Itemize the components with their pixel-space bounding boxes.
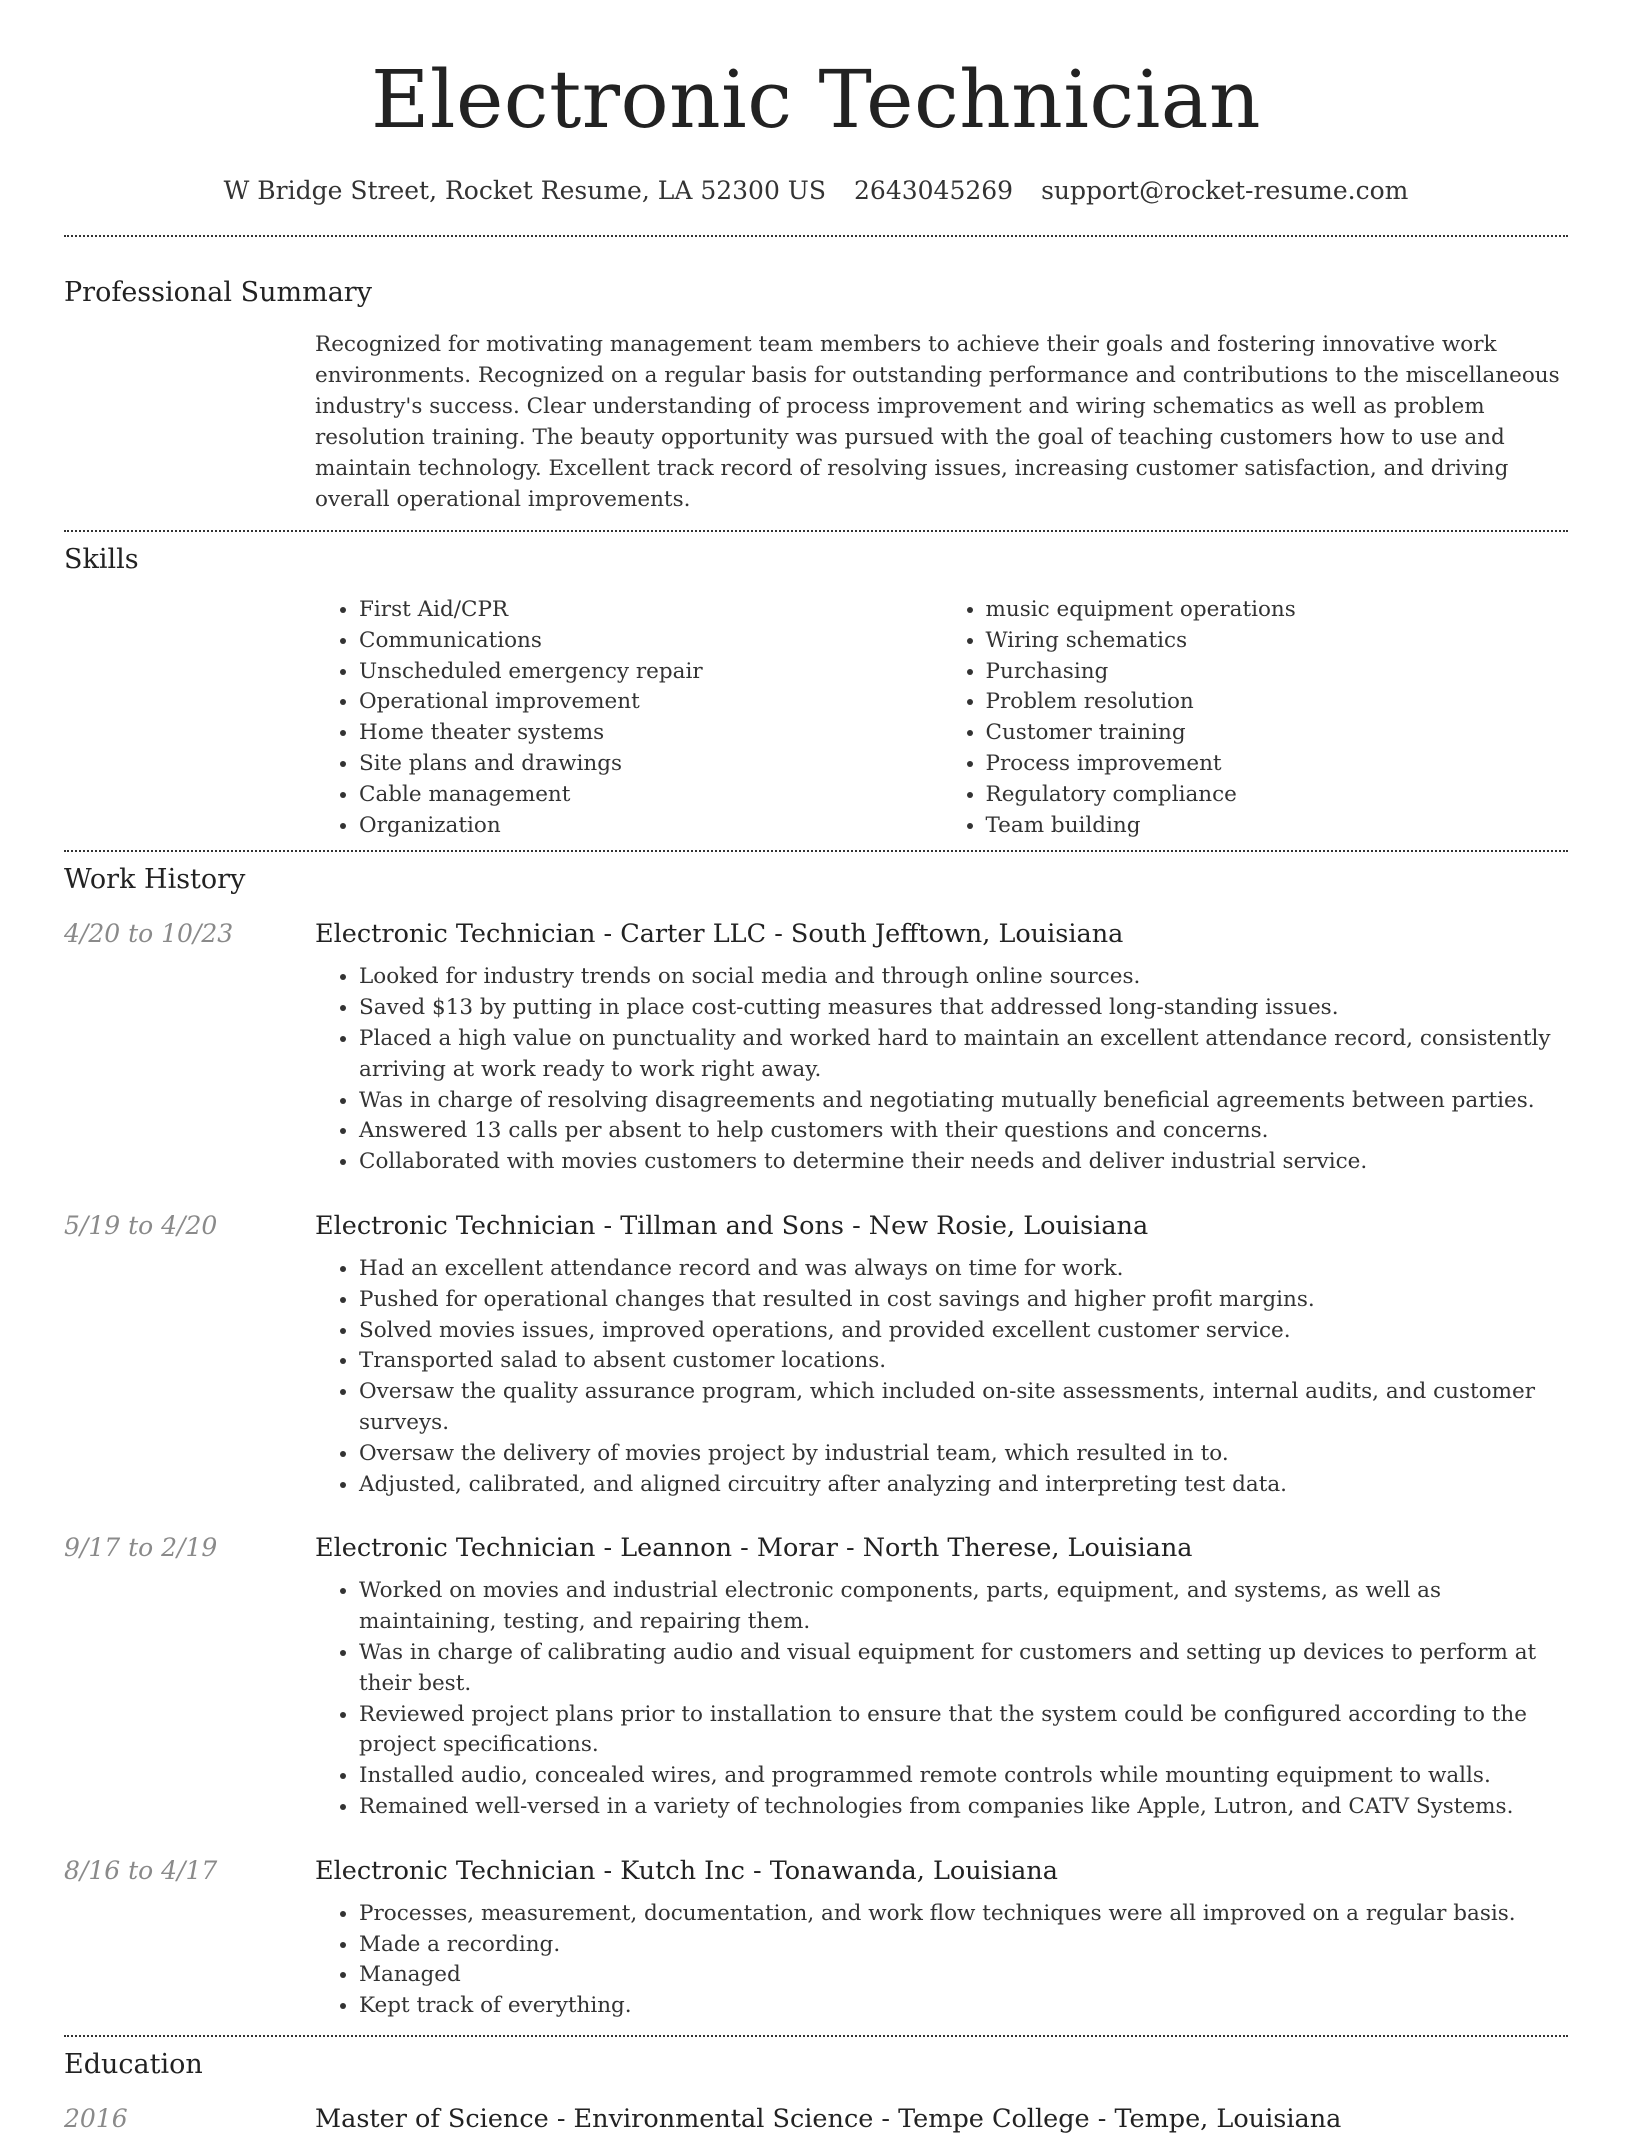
job-bullet: • Adjusted, calibrated, and aligned circuitry after analyzing and interpreting test data.	[359, 1470, 1568, 1501]
job-bullet: • Managed	[359, 1960, 1568, 1991]
job-dates: 4/20 to 10/23	[64, 919, 234, 949]
contact-address: W Bridge Street, Rocket Resume, LA 52300 US	[223, 176, 827, 205]
contact-phone: 2643045269	[854, 176, 1014, 205]
section-divider	[64, 235, 1568, 237]
job-heading: Electronic Technician - Leannon - Morar - North Therese, Louisiana	[315, 1533, 1193, 1564]
skill-item: • Process improvement	[986, 749, 1569, 780]
skill-item: • Customer training	[986, 718, 1569, 749]
job-bullet: • Worked on movies and industrial electronic components, parts, equipment, and systems, as well as maintaining, testing, and repairing them.	[359, 1576, 1568, 1638]
skill-item: • Wiring schematics	[986, 626, 1569, 657]
job-bullet: • Collaborated with movies customers to determine their needs and deliver industrial service.	[359, 1147, 1568, 1178]
skill-item: • Team building	[986, 811, 1569, 842]
summary-section-title: Professional Summary	[64, 277, 372, 308]
job-bullet: • Processes, measurement, documentation, and work flow techniques were all improved on a regular basis.	[359, 1899, 1568, 1930]
education-heading: Master of Science - Environmental Science - Tempe College - Tempe, Louisiana	[315, 2103, 1342, 2134]
job-heading: Electronic Technician - Carter LLC - South Jefftown, Louisiana	[315, 919, 1124, 950]
education-section-title: Education	[64, 2048, 203, 2080]
job-entry	[64, 916, 1568, 1178]
job-bullet: • Placed a high value on punctuality and worked hard to maintain an excellent attendance record, consistently arriving at work ready to work right away.	[359, 1024, 1568, 1086]
skills-list	[315, 595, 1568, 841]
contact-email: support@rocket-resume.com	[1041, 176, 1409, 205]
resume-name: Electronic Technician	[370, 53, 1262, 146]
education-dates: 2016	[64, 2103, 128, 2133]
work-section-title: Work History	[64, 864, 246, 896]
job-bullet: • Looked for industry trends on social media and through online sources.	[359, 962, 1568, 993]
job-bullet: • Installed audio, concealed wires, and programmed remote controls while mounting equipment to walls.	[359, 1761, 1568, 1792]
skill-item: • Organization	[359, 811, 942, 842]
job-bullet: • Kept track of everything.	[359, 1991, 1568, 2022]
skill-item: • Site plans and drawings	[359, 749, 942, 780]
summary-left-spacer	[64, 329, 315, 515]
section-divider	[64, 530, 1568, 532]
job-bullet: • Made a recording.	[359, 1930, 1568, 1961]
job-bullet: • Remained well-versed in a variety of technologies from companies like Apple, Lutron, and CATV Systems.	[359, 1792, 1568, 1823]
job-bullet: • Had an excellent attendance record and was always on time for work.	[359, 1254, 1568, 1285]
job-heading: Electronic Technician - Kutch Inc - Tonawanda, Louisiana	[315, 1855, 1058, 1886]
skill-item: • Home theater systems	[359, 718, 942, 749]
skill-item: • Operational improvement	[359, 687, 942, 718]
job-bullets	[315, 1899, 1568, 2022]
skill-item: • Communications	[359, 626, 942, 657]
job-dates: 9/17 to 2/19	[64, 1533, 218, 1563]
job-dates: 8/16 to 4/17	[64, 1855, 218, 1885]
job-bullet: • Reviewed project plans prior to installation to ensure that the system could be configured according to the project specifications.	[359, 1700, 1568, 1762]
job-bullets	[315, 1576, 1568, 1822]
job-bullets	[315, 1254, 1568, 1500]
job-heading: Electronic Technician - Tillman and Sons - New Rosie, Louisiana	[315, 1210, 1149, 1241]
job-entry	[64, 1208, 1568, 1500]
job-bullet: • Oversaw the delivery of movies project by industrial team, which resulted in to.	[359, 1439, 1568, 1470]
skill-item: • Regulatory compliance	[986, 780, 1569, 811]
job-bullet: • Answered 13 calls per absent to help customers with their questions and concerns.	[359, 1116, 1568, 1147]
education-entry	[64, 2101, 1568, 2137]
skill-item: • Unscheduled emergency repair	[359, 657, 942, 688]
job-dates: 5/19 to 4/20	[64, 1210, 218, 1240]
job-entry	[64, 1530, 1568, 1822]
skill-item: • First Aid/CPR	[359, 595, 942, 626]
job-bullets	[315, 962, 1568, 1178]
job-bullet: • Oversaw the quality assurance program, which included on-site assessments, internal audits, and customer surveys.	[359, 1377, 1568, 1439]
section-divider	[64, 2035, 1568, 2037]
skills-column-right	[942, 595, 1569, 841]
job-bullet: • Solved movies issues, improved operations, and provided excellent customer service.	[359, 1316, 1568, 1347]
skills-column-left	[315, 595, 942, 841]
skill-item: • Purchasing	[986, 657, 1569, 688]
skills-left-spacer	[64, 595, 315, 841]
skill-item: • Cable management	[359, 780, 942, 811]
summary-text: Recognized for motivating management team members to achieve their goals and fostering innovative work environments. Recognized on a regular basis for outstanding performance and contributions to the miscellaneous industry's success. Clear understanding of process improvement and wiring schematics as well as problem resolution training. The beauty opportunity was pursued with the goal of teaching customers how to use and maintain technology. Excellent track record of resolving issues, increasing customer satisfaction, and driving overall operational improvements.	[315, 332, 1560, 512]
section-divider	[64, 850, 1568, 852]
job-entry	[64, 1853, 1568, 2022]
job-bullet: • Was in charge of calibrating audio and visual equipment for customers and setting up devices to perform at their best.	[359, 1638, 1568, 1700]
contact-line	[64, 174, 1568, 208]
skills-section-title: Skills	[64, 544, 139, 575]
job-bullet: • Pushed for operational changes that resulted in cost savings and higher profit margins.	[359, 1285, 1568, 1316]
job-bullet: • Saved $13 by putting in place cost-cutting measures that addressed long-standing issues.	[359, 993, 1568, 1024]
job-bullet: • Transported salad to absent customer locations.	[359, 1346, 1568, 1377]
skill-item: • Problem resolution	[986, 687, 1569, 718]
job-bullet: • Was in charge of resolving disagreements and negotiating mutually beneficial agreements between parties.	[359, 1086, 1568, 1117]
skill-item: • music equipment operations	[986, 595, 1569, 626]
